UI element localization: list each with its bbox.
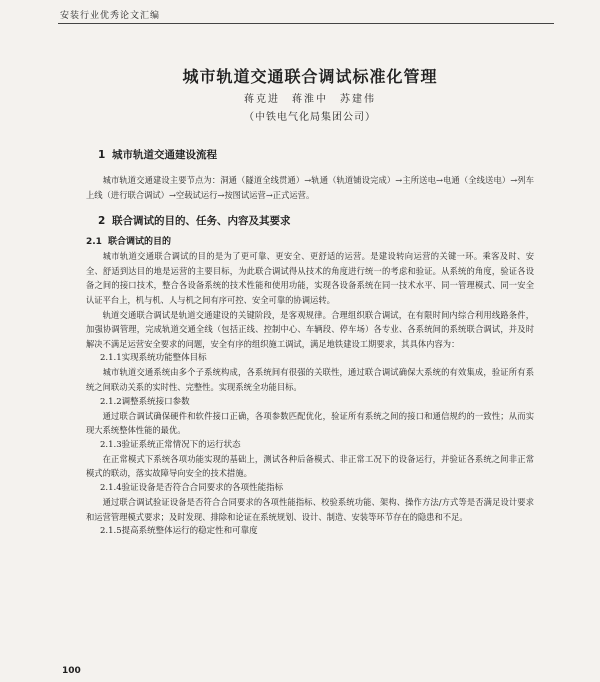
section-title: 联合调试的目的、任务、内容及其要求 xyxy=(112,215,291,228)
section-number: 1 xyxy=(98,149,106,161)
section-number: 2.1.1 xyxy=(100,353,122,364)
page-number: 100 xyxy=(62,666,81,676)
article-body xyxy=(86,68,534,538)
section-2-1-4-heading xyxy=(86,481,534,495)
section-2-1-5-heading xyxy=(86,524,534,538)
paragraph: 通过联合调试验证设备是否符合合同要求的各项性能指标、校验系统功能、架构、操作方法/方式等是否满足设计要求和运营管理模式要求；及时发现、排除和论证在系统规划、设计、制造、安装等环节存在的隐患和不足。 xyxy=(86,496,534,522)
affiliation: （中铁电气化局集团公司） xyxy=(244,112,376,123)
section-number: 2.1.5 xyxy=(100,526,122,537)
paragraph: 城市轨道交通建设主要节点为：洞通（隧道全线贯通）→轨通（轨道铺设完成）→主所送电→电通（全线送电）→列车上线（进行联合调试）→空载试运行→按图试运营→正式运营。 xyxy=(86,175,534,200)
header-rule xyxy=(58,23,554,24)
paragraph: 通过联合调试确保硬件和软件接口正确，各项参数匹配优化，验证所有系统之间的接口和通信规约的一致性；从而实现大系统整体性能的最优。 xyxy=(86,410,534,436)
section-2-1-1-heading xyxy=(86,351,534,365)
section-title: 调整系统接口参数 xyxy=(121,396,190,407)
section-title: 验证设备是否符合合同要求的各项性能指标 xyxy=(121,482,284,493)
running-header: 安装行业优秀论文汇编 xyxy=(60,11,161,21)
section-2-1-heading xyxy=(86,236,534,249)
section-number: 2.1 xyxy=(86,237,102,248)
section-title: 提高系统整体运行的稳定性和可靠度 xyxy=(121,526,258,537)
authors: 蒋克进 蒋淮中 苏建伟 xyxy=(244,94,376,105)
section-2-1-2-heading xyxy=(86,395,534,409)
section-2-heading xyxy=(86,214,534,228)
paragraph: 城市轨道交通联合调试的目的是为了更可靠、更安全、更舒适的运营。是建设转向运营的关键一环。乘客及时、安全、舒适到达目的地是运营的主要目标，为此联合调试得从技术的角度进行统一的考虑和验证。从系统的角度，验证各设备之间的接口技术，整合各设备系统的技术性能和使用功能，实现各设备系统在同一技术水平、同一管理模式、同一安全认证平台上，机与机、人与机之间有序可控、安全可靠的协调运转。 xyxy=(86,251,534,305)
section-2-1-3-heading xyxy=(86,438,534,452)
section-number: 2.1.3 xyxy=(100,439,122,450)
section-number: 2 xyxy=(98,215,106,228)
section-title: 联合调试的目的 xyxy=(108,237,172,248)
paragraph: 轨道交通联合调试是轨道交通建设的关键阶段，是客观规律。合理组织联合调试，在有限时间内综合利用线路条件，加强协调管理，完成轨道交通全线（包括正线、控制中心、车辆段、停车场）各专业、各系统间的系统联合调试，并及时解决不满足运营安全要求的问题，安全有序的组织施工调试，满足地铁建设工期要求，其具体内容为： xyxy=(86,309,534,349)
section-title: 验证系统正常情况下的运行状态 xyxy=(121,439,241,450)
section-number: 2.1.4 xyxy=(100,482,122,493)
section-1-heading xyxy=(86,148,534,162)
paragraph: 在正常模式下系统各项功能实现的基础上，测试各种后备模式、非正常工况下的设备运行，并验证各系统之间非正常模式的联动，落实故障导向安全的技术措施。 xyxy=(86,453,534,479)
section-title: 实现系统功能整体目标 xyxy=(121,353,207,364)
paragraph: 城市轨道交通系统由多个子系统构成，各系统间有很强的关联性，通过联合调试确保大系统的有效集成，验证所有系统之间联动关系的实时性、完整性。实现系统全功能目标。 xyxy=(86,367,534,392)
article-title: 城市轨道交通联合调试标准化管理 xyxy=(182,67,438,86)
section-number: 2.1.2 xyxy=(100,396,122,407)
section-title: 城市轨道交通建设流程 xyxy=(112,149,217,161)
